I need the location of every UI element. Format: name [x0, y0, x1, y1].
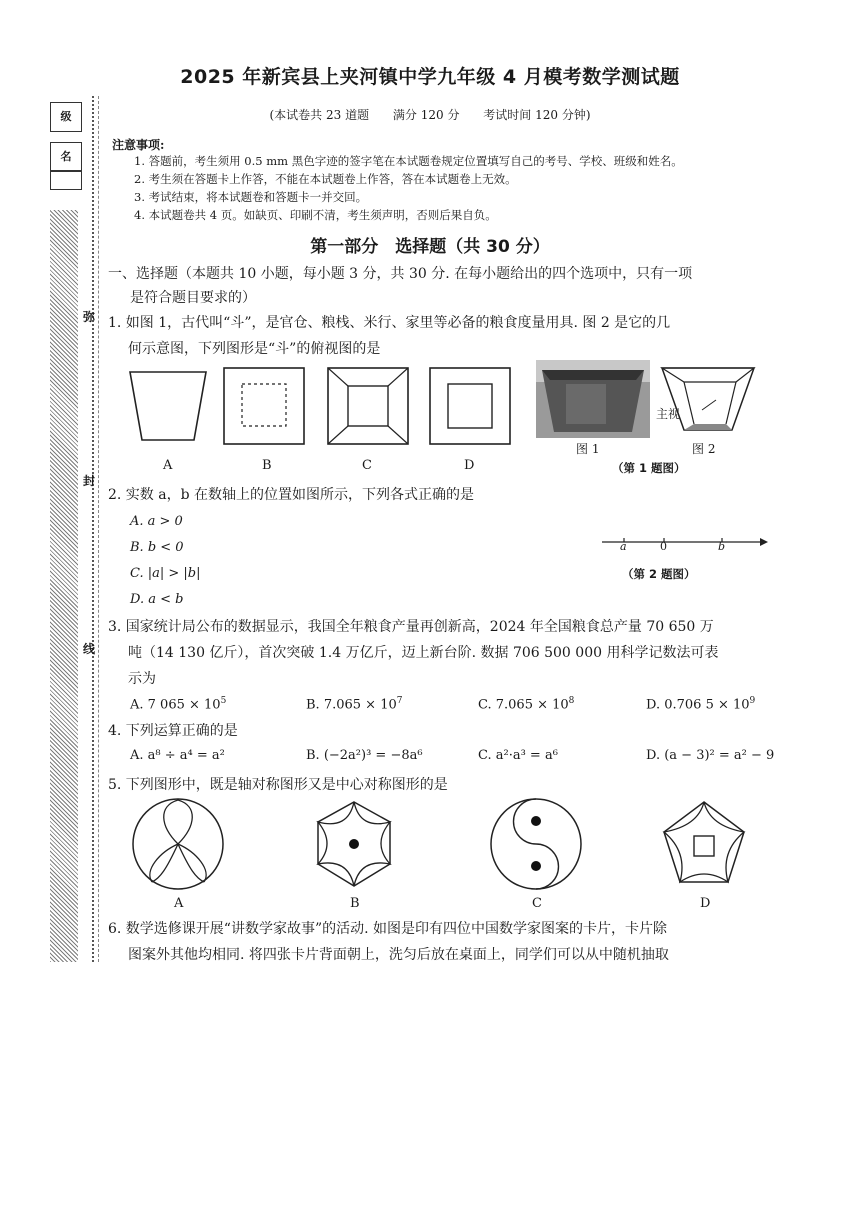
q1-label-d: D	[464, 458, 475, 473]
notice-list	[134, 152, 683, 224]
grade-label-box: 级	[50, 102, 82, 132]
q2-axis-label-a: a	[620, 540, 627, 553]
q1-caption: （第 1 题图）	[612, 461, 686, 475]
q1-label-b: B	[262, 458, 272, 473]
notice-item: 4. 本试题卷共 4 页。如缺页、印刷不清，考生须声明，否则后果自负。	[134, 208, 497, 222]
seal-char-3: 线	[83, 642, 96, 656]
q2-axis-label-0: 0	[660, 540, 667, 553]
q1-option-c-diag	[388, 368, 408, 386]
q1-photo-dou	[536, 360, 650, 438]
page-title: 2025 年新宾县上夹河镇中学九年级 4 月模考数学测试题	[180, 66, 680, 88]
q1-fig2-label: 图 2	[692, 442, 716, 456]
question-count: (本试卷共 23 道题	[269, 108, 370, 122]
q2-option-c: C. |a| > |b|	[130, 566, 201, 581]
q3-line: 吨（14 130 亿斤），首次突破 1.4 万亿斤，迈上新台阶. 数据 706 500 000 用科学记数法可表	[128, 645, 719, 661]
notice-heading: 注意事项:	[112, 138, 165, 152]
notice-item: 3. 考试结束，将本试题卷和答题卡一并交回。	[134, 190, 368, 204]
q1-option-c-inner	[348, 386, 388, 426]
exam-time: 考试时间 120 分钟)	[483, 108, 591, 122]
q2-option-b: B. b < 0	[130, 540, 184, 555]
q1-option-d-inner	[448, 384, 492, 428]
q1-stem	[108, 310, 788, 362]
q1-option-a-shape	[130, 372, 206, 440]
full-score: 满分 120 分	[392, 108, 460, 122]
q1-label-a: A	[163, 458, 173, 473]
q3-option-c: C. $7.065 \times 10^8$	[478, 696, 575, 713]
q1-options-figure	[120, 360, 540, 480]
q2-caption: （第 2 题图）	[622, 567, 696, 581]
section-line: 一、选择题（本题共 10 小题，每小题 3 分，共 30 分. 在每小题给出的四个选项中，只有一项	[108, 266, 693, 282]
q1-line: 1. 如图 1，古代叫“斗”，是官仓、粮栈、米行、家里等必备的粮食度量用具. 图 2 是它的几	[108, 315, 671, 331]
q3-line: 3. 国家统计局公布的数据显示，我国全年粮食产量再创新高，2024 年全国粮食总产量 70 650 万	[108, 619, 714, 635]
q5-option-c-shape	[491, 799, 581, 889]
q1-option-c-diag	[388, 426, 408, 444]
q3-stem	[108, 614, 788, 692]
q5-option-b-shape	[318, 802, 390, 886]
q5-label-b: B	[350, 896, 360, 911]
q6-line: 图案外其他均相同. 将四张卡片背面朝上，洗匀后放在桌面上，同学们可以从中随机抽取	[128, 947, 669, 963]
q4-option-b: B. (−2a²)³ = −8a⁶	[306, 748, 423, 763]
q3-line: 示为	[128, 671, 156, 687]
seal-line-dashed	[98, 96, 99, 962]
q2-option-d: D. a < b	[130, 592, 184, 607]
part-heading: 第一部分 选择题（共 30 分）	[310, 237, 550, 257]
section-line: 是符合题目要求的）	[130, 290, 256, 306]
notice-item: 1. 答题前，考生须用 0.5 mm 黑色字迹的签字笔在本试题卷规定位置填写自己的考号、学校、班级和姓名。	[134, 154, 683, 168]
q5-label-d: D	[700, 896, 711, 911]
q3-option-b: B. $7.065 \times 10^7$	[306, 696, 403, 713]
seal-line-dotted	[92, 96, 94, 962]
q6-stem	[108, 916, 788, 968]
q3-option-a: A. 7 $065 \times 10^5$	[130, 696, 227, 713]
q3-option-d: D. 0.706 $5 \times 10^9$	[646, 696, 756, 713]
q2-axis-label-b: b	[718, 540, 726, 553]
q4-option-d: D. (a − 3)² = a² − 9	[646, 748, 775, 763]
q1-option-b-inner-dashed	[242, 384, 286, 426]
section-instruction	[108, 262, 798, 310]
q5-label-a: A	[174, 896, 184, 911]
seal-char-1: 弥	[83, 310, 96, 324]
q2-stem: 2. 实数 a，b 在数轴上的位置如图所示，下列各式正确的是	[108, 487, 475, 503]
q4-stem: 4. 下列运算正确的是	[108, 723, 238, 739]
blank-box	[50, 170, 82, 190]
name-label-box: 名	[50, 142, 82, 172]
q1-option-d-outer	[430, 368, 510, 444]
q2-option-a: A. a > 0	[130, 514, 183, 529]
q1-main-view-label: 主视	[656, 407, 681, 421]
q5-option-a-shape	[133, 799, 223, 889]
q1-dou-diagram	[654, 360, 764, 438]
seal-char-2: 封	[83, 474, 96, 488]
q1-fig1-label: 图 1	[576, 442, 600, 456]
q1-option-c-diag	[328, 368, 348, 386]
q1-line: 何示意图，下列图形是“斗”的俯视图的是	[128, 341, 381, 357]
binding-hatch	[50, 210, 78, 962]
q4-option-c: C. a²·a³ = a⁶	[478, 748, 558, 763]
q6-line: 6. 数学选修课开展“讲数学家故事”的活动. 如图是印有四位中国数学家图案的卡片，卡片除	[108, 921, 668, 937]
q5-options-figure	[130, 796, 770, 892]
q5-label-c: C	[532, 896, 542, 911]
q1-label-c: C	[362, 458, 372, 473]
exam-info	[0, 106, 860, 123]
q4-option-a: A. a⁸ ÷ a⁴ = a²	[130, 748, 225, 763]
q1-option-b-outer	[224, 368, 304, 444]
q5-stem: 5. 下列图形中，既是轴对称图形又是中心对称图形的是	[108, 777, 448, 793]
q5-option-d-shape	[664, 802, 744, 882]
q1-option-c-diag	[328, 426, 348, 444]
notice-item: 2. 考生须在答题卡上作答，不能在本试题卷上作答，答在本试题卷上无效。	[134, 172, 517, 186]
